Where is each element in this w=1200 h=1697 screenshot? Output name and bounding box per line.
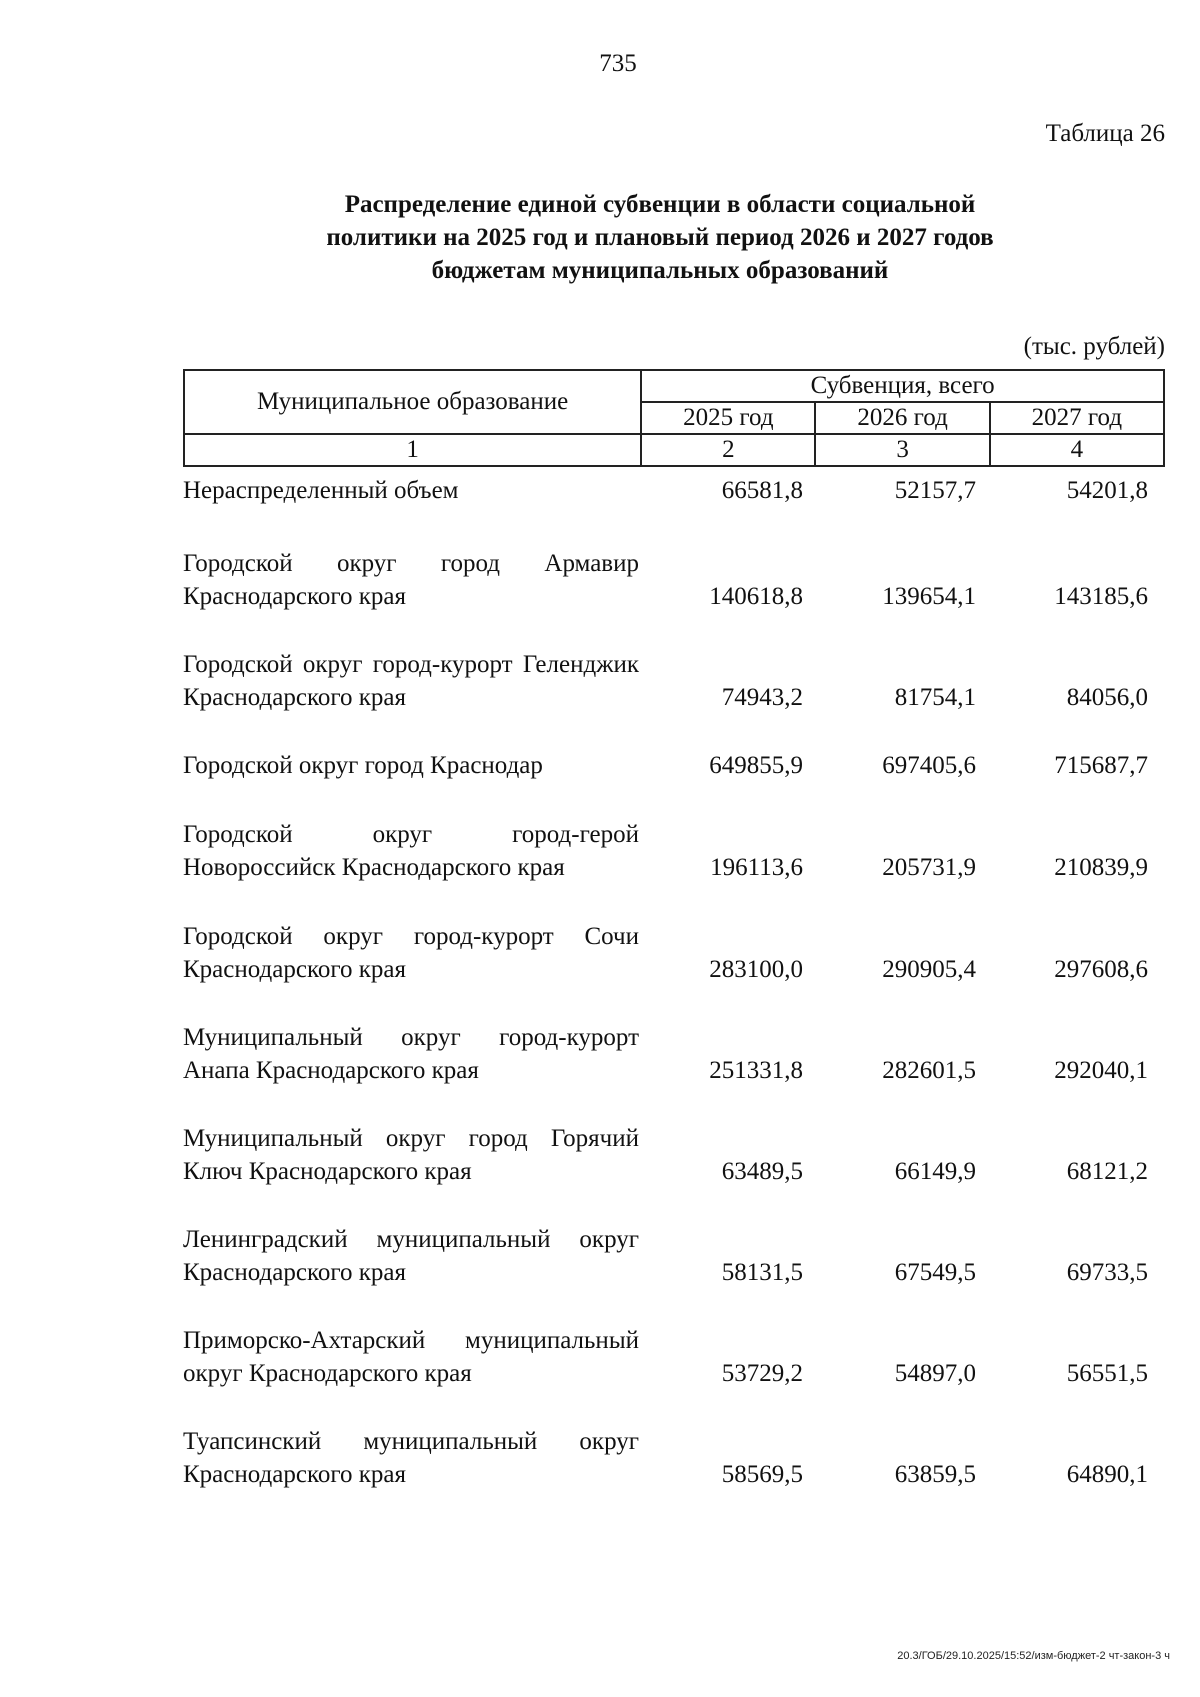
row-value-2025: 66581,8 — [721, 477, 803, 504]
title-line: Распределение единой субвенции в области социальной — [344, 191, 976, 218]
row-municipality-name: Городской округ город-герой Новороссийск Краснодарского края — [183, 821, 639, 881]
row-value-2025: 74943,2 — [721, 684, 803, 711]
row-value-2025: 140618,8 — [709, 583, 803, 610]
units-label: (тыс. рублей) — [1023, 333, 1165, 360]
row-value-2026: 205731,9 — [882, 854, 976, 881]
row-value-2027: 143185,6 — [1054, 583, 1148, 610]
row-municipality-name: Туапсинский муниципальный округ Краснодарского края — [183, 1428, 639, 1488]
footer-document-code: 20.3/ГОБ/29.10.2025/15:52/изм-бюджет-2 чт-закон-3 ч — [897, 1650, 1170, 1662]
title-line: политики на 2025 год и плановый период 2026 и 2027 годов — [326, 224, 994, 251]
table-row — [183, 1122, 1165, 1188]
header-year-2025: 2025 год — [641, 402, 815, 434]
row-value-2025: 63489,5 — [721, 1158, 803, 1185]
header-column-number: 3 — [815, 434, 989, 466]
row-value-2025: 649855,9 — [709, 752, 803, 779]
table-body — [183, 474, 1165, 1488]
row-value-2026: 67549,5 — [894, 1259, 976, 1286]
row-municipality-name: Муниципальный округ город Горячий Ключ Краснодарского края — [183, 1125, 639, 1185]
table-row — [183, 749, 1165, 782]
row-value-2025: 58569,5 — [721, 1461, 803, 1488]
row-value-2027: 69733,5 — [1066, 1259, 1148, 1286]
row-municipality-name: Городской округ город Армавир Краснодарского края — [183, 550, 639, 610]
header-year-2027: 2027 год — [990, 402, 1164, 434]
table-row — [183, 920, 1165, 986]
row-value-2026: 282601,5 — [882, 1057, 976, 1084]
table-row — [183, 1425, 1165, 1491]
row-municipality-name: Муниципальный округ город-курорт Анапа Краснодарского края — [183, 1024, 639, 1084]
row-value-2025: 58131,5 — [721, 1259, 803, 1286]
row-value-2027: 54201,8 — [1066, 477, 1148, 504]
table-row — [183, 1223, 1165, 1289]
row-value-2027: 84056,0 — [1066, 684, 1148, 711]
table-header — [183, 369, 1165, 467]
table-label: Таблица 26 — [1045, 120, 1165, 147]
row-value-2026: 54897,0 — [894, 1360, 976, 1387]
row-value-2026: 697405,6 — [882, 752, 976, 779]
row-value-2026: 52157,7 — [894, 477, 976, 504]
header-column-number: 4 — [990, 434, 1164, 466]
row-value-2025: 53729,2 — [721, 1360, 803, 1387]
header-municipality: Муниципальное образование — [184, 370, 641, 434]
row-value-2025: 283100,0 — [709, 956, 803, 983]
header-column-number: 1 — [184, 434, 641, 466]
row-municipality-name: Городской округ город-курорт Сочи Краснодарского края — [183, 923, 639, 983]
page-number: 735 — [599, 50, 637, 77]
header-subvention-total: Субвенция, всего — [641, 370, 1164, 402]
document-title — [270, 188, 1050, 287]
row-value-2027: 297608,6 — [1054, 956, 1148, 983]
row-value-2026: 81754,1 — [894, 684, 976, 711]
row-value-2027: 210839,9 — [1054, 854, 1148, 881]
row-value-2025: 251331,8 — [709, 1057, 803, 1084]
row-value-2026: 139654,1 — [882, 583, 976, 610]
title-line: бюджетам муниципальных образований — [431, 257, 889, 284]
row-municipality-name: Ленинградский муниципальный округ Краснодарского края — [183, 1226, 639, 1286]
row-value-2026: 66149,9 — [894, 1158, 976, 1185]
table-row — [183, 1021, 1165, 1087]
row-value-2027: 292040,1 — [1054, 1057, 1148, 1084]
table-row — [183, 648, 1165, 714]
row-municipality-name: Приморско-Ахтарский муниципальный округ Краснодарского края — [183, 1327, 639, 1387]
table-row — [183, 547, 1165, 613]
table-row — [183, 1324, 1165, 1390]
table-row — [183, 818, 1165, 884]
row-value-2027: 56551,5 — [1066, 1360, 1148, 1387]
header-column-number: 2 — [641, 434, 815, 466]
row-value-2026: 290905,4 — [882, 956, 976, 983]
row-value-2026: 63859,5 — [894, 1461, 976, 1488]
row-municipality-name: Городской округ город Краснодар — [183, 752, 543, 779]
table-row — [183, 474, 1165, 507]
row-value-2027: 68121,2 — [1066, 1158, 1148, 1185]
row-value-2025: 196113,6 — [710, 854, 803, 881]
row-municipality-name: Городской округ город-курорт Геленджик Краснодарского края — [183, 651, 639, 711]
row-value-2027: 715687,7 — [1054, 752, 1148, 779]
row-value-2027: 64890,1 — [1066, 1461, 1148, 1488]
row-municipality-name: Нераспределенный объем — [183, 477, 459, 504]
header-year-2026: 2026 год — [815, 402, 989, 434]
